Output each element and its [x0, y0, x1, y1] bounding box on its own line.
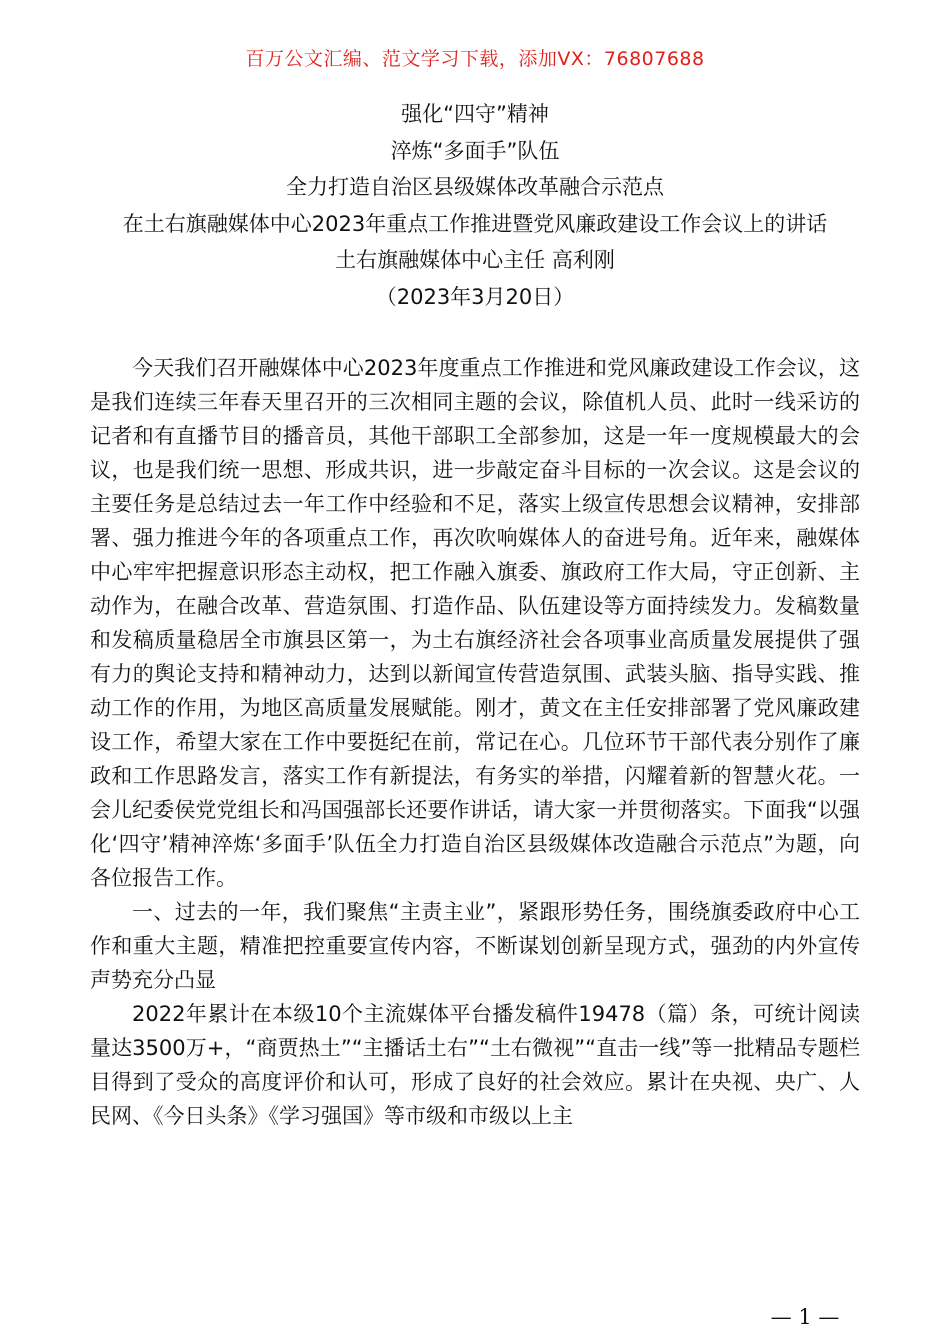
title-line-2: 淬炼“多面手”队伍: [390, 138, 560, 163]
body-paragraph-3: 2022年累计在本级10个主流媒体平台播发稿件19478（篇）条，可统计阅读量达3500万+，“商贾热土”“主播话土右”“土右微视”“直击一线”等一批精品专题栏目得到了受众的高度评价和认可，形成了良好的社会效应。累计在央视、央广、人民网、《今日头条》《学习强国》等市级和市级以上主: [90, 1002, 860, 1128]
title-line-3: 全力打造自治区县级媒体改革融合示范点: [286, 175, 664, 199]
speech-occasion: 在土右旗融媒体中心2023年重点工作推进暨党风廉政建设工作会议上的讲话: [122, 211, 828, 236]
document-body: [90, 351, 860, 1133]
page-number: — 1 —: [770, 1305, 840, 1329]
watermark-banner: 百万公文汇编、范文学习下载，添加VX：76807688: [245, 48, 705, 70]
title-block: [0, 96, 950, 315]
speech-date: （2023年3月20日）: [375, 284, 575, 309]
body-paragraph-2: 一、过去的一年，我们聚焦“主责主业”，紧跟形势任务，围绕旗委政府中心工作和重大主题，精准把控重要宣传内容，不断谋划创新呈现方式，强劲的内外宣传声势充分凸显: [90, 900, 860, 992]
body-paragraph-1: 今天我们召开融媒体中心2023年度重点工作推进和党风廉政建设工作会议，这是我们连续三年春天里召开的三次相同主题的会议，除值机人员、此时一线采访的记者和有直播节目的播音员，其他干部职工全部参加，这是一年一度规模最大的会议，也是我们统一思想、形成共识，进一步敲定奋斗目标的一次会议。这是会议的主要任务是总结过去一年工作中经验和不足，落实上级宣传思想会议精神，安排部署、强力推进今年的各项重点工作，再次吹响媒体人的奋进号角。近年来，融媒体中心牢牢把握意识形态主动权，把工作融入旗委、旗政府工作大局，守正创新、主动作为，在融合改革、营造氛围、打造作品、队伍建设等方面持续发力。发稿数量和发稿质量稳居全市旗县区第一，为土右旗经济社会各项事业高质量发展提供了强有力的舆论支持和精神动力，达到以新闻宣传营造氛围、武装头脑、指导实践、推动工作的作用，为地区高质量发展赋能。刚才，黄文在主任安排部署了党风廉政建设工作，希望大家在工作中要挺纪在前，常记在心。几位环节干部代表分别作了廉政和工作思路发言，落实工作有新提法，有务实的举措，闪耀着新的智慧火花。一会儿纪委侯党党组长和冯国强部长还要作讲话，请大家一并贯彻落实。下面我“以强化‘四守’精神淬炼‘多面手’队伍全力打造自治区县级媒体改造融合示范点”为题，向各位报告工作。: [90, 356, 860, 890]
speaker-line: 土右旗融媒体中心主任 高利刚: [335, 248, 615, 272]
title-line-1: 强化“四守”精神: [401, 102, 549, 126]
